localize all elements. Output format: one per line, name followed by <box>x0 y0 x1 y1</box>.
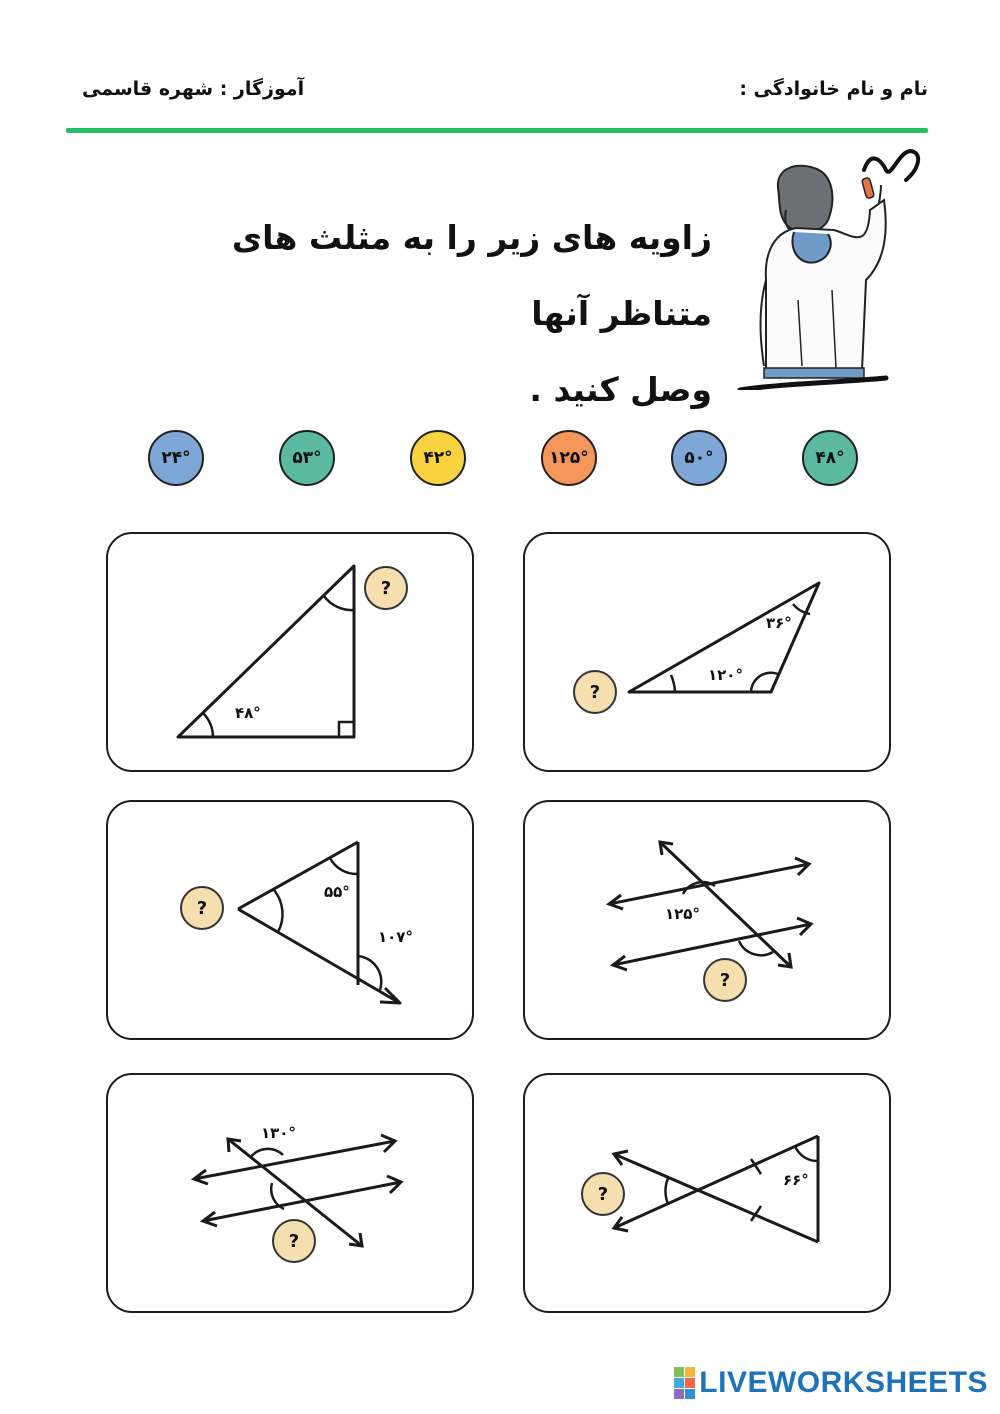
angle-chip-2[interactable]: ۵۰° <box>671 430 727 486</box>
right-triangle-diagram <box>108 534 476 774</box>
unknown-angle-target[interactable]: ? <box>581 1172 625 1216</box>
unknown-angle-target[interactable]: ? <box>180 886 224 930</box>
header-divider <box>66 128 928 133</box>
card-obtuse-triangle <box>523 532 891 772</box>
given-interior-angle-label: ۵۵° <box>324 883 350 901</box>
card-exterior-angle <box>106 800 474 1040</box>
card-parallel-lines-b <box>106 1073 474 1313</box>
parallel-lines-diagram-a <box>525 802 893 1042</box>
parallel-lines-diagram-b <box>108 1075 476 1315</box>
unknown-angle-target[interactable]: ? <box>364 566 408 610</box>
given-angle-label: ۶۶° <box>783 1171 809 1189</box>
student-name-label: نام و نام خانوادگی : <box>739 78 928 100</box>
instructions-line-1: زاویه های زیر را به مثلث های متناظر آنها <box>231 218 712 333</box>
obtuse-triangle-diagram <box>525 534 893 774</box>
given-angle-label: ۴۸° <box>235 704 261 722</box>
teacher-name-label: آموزگار : شهره قاسمی <box>82 78 305 100</box>
liveworksheets-icon <box>674 1367 695 1399</box>
angle-chip-3[interactable]: ۱۲۵° <box>541 430 597 486</box>
instructions-line-2: وصل کنید . <box>529 370 712 409</box>
angle-chip-1[interactable]: ۴۸° <box>802 430 858 486</box>
liveworksheets-wordmark: LIVEWORKSHEETS <box>699 1366 988 1399</box>
unknown-angle-target[interactable]: ? <box>703 958 747 1002</box>
angle-chip-4[interactable]: ۴۲° <box>410 430 466 486</box>
card-right-triangle <box>106 532 474 772</box>
boy-writing-illustration <box>736 140 926 390</box>
given-angle-label: ۱۲۵° <box>665 905 700 923</box>
angle-chip-6[interactable]: ۲۴° <box>148 430 204 486</box>
card-vertical-angles <box>523 1073 891 1313</box>
angle-answer-bank <box>0 430 1000 490</box>
unknown-angle-target[interactable]: ? <box>573 670 617 714</box>
instructions <box>120 200 712 428</box>
angle-chip-5[interactable]: ۵۳° <box>279 430 335 486</box>
given-angle-label: ۱۳۰° <box>261 1124 296 1142</box>
given-exterior-angle-label: ۱۰۷° <box>378 928 413 946</box>
card-parallel-lines-a <box>523 800 891 1040</box>
given-top-angle-label: ۳۶° <box>766 614 792 632</box>
given-bottom-angle-label: ۱۲۰° <box>708 666 743 684</box>
exterior-angle-diagram <box>108 802 476 1042</box>
unknown-angle-target[interactable]: ? <box>272 1219 316 1263</box>
liveworksheets-logo <box>674 1366 988 1400</box>
